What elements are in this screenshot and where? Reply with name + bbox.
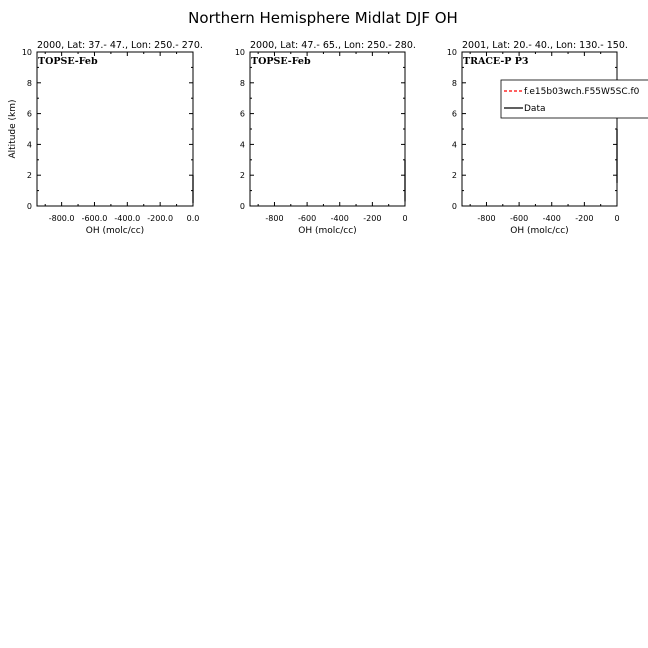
x-tick-label: -200 <box>575 214 594 223</box>
chart-panel-3 <box>447 40 648 236</box>
x-axis-label: OH (molc/cc) <box>510 226 569 236</box>
y-tick-label: 8 <box>26 78 32 88</box>
y-tick-label: 2 <box>451 171 457 181</box>
legend-label: f.e15b03wch.F55W5SC.f0 <box>524 87 640 97</box>
campaign-label: TRACE-P P3 <box>463 56 529 67</box>
x-tick-label: -800 <box>265 214 284 223</box>
y-tick-label: 6 <box>239 109 245 119</box>
campaign-label: TOPSE-Feb <box>38 56 98 67</box>
panel-header: 2000, Lat: 47.- 65., Lon: 250.- 280. <box>250 40 416 51</box>
y-tick-label: 2 <box>239 171 245 181</box>
y-tick-label: 4 <box>239 140 245 150</box>
y-tick-label: 10 <box>446 48 457 57</box>
y-tick-label: 8 <box>239 78 245 88</box>
x-tick-label: -200 <box>363 214 382 223</box>
plot-frame <box>462 52 617 206</box>
plot-frame <box>250 52 405 206</box>
x-tick-label: -600 <box>298 214 317 223</box>
x-tick-label: -400 <box>542 214 561 223</box>
plot-frame <box>37 52 193 206</box>
panels <box>8 40 648 236</box>
x-tick-label: -600 <box>510 214 529 223</box>
x-tick-label: -800 <box>477 214 496 223</box>
y-axis-label: Altitude (km) <box>8 99 18 159</box>
y-tick-label: 8 <box>451 78 457 88</box>
y-tick-label: 10 <box>234 48 245 57</box>
campaign-label: TOPSE-Feb <box>251 56 311 67</box>
y-tick-label: 6 <box>26 109 32 119</box>
chart-panel-1 <box>8 40 203 236</box>
x-tick-label: 0 <box>614 214 620 223</box>
panel-header: 2000, Lat: 37.- 47., Lon: 250.- 270. <box>37 40 203 51</box>
x-tick-label: -400.0 <box>114 214 141 223</box>
legend <box>501 80 648 118</box>
y-tick-label: 0 <box>451 202 457 211</box>
panel-header: 2001, Lat: 20.- 40., Lon: 130.- 150. <box>462 40 628 51</box>
x-tick-label: -200.0 <box>147 214 174 223</box>
x-tick-label: 0.0 <box>186 214 200 223</box>
y-tick-label: 6 <box>451 109 457 119</box>
chart-panel-2 <box>235 40 416 236</box>
x-tick-label: -800.0 <box>48 214 75 223</box>
legend-label: Data <box>524 104 546 114</box>
y-tick-label: 0 <box>239 202 245 211</box>
y-tick-label: 4 <box>26 140 32 150</box>
x-tick-label: -600.0 <box>81 214 108 223</box>
x-axis-label: OH (molc/cc) <box>85 226 145 236</box>
y-tick-label: 4 <box>451 140 457 150</box>
x-tick-label: -400 <box>330 214 349 223</box>
y-tick-label: 2 <box>26 171 32 181</box>
y-tick-label: 10 <box>21 48 32 57</box>
y-tick-label: 0 <box>26 202 32 211</box>
x-axis-label: OH (molc/cc) <box>298 226 357 236</box>
figure-title: Northern Hemisphere Midlat DJF OH <box>188 9 458 27</box>
x-tick-label: 0 <box>402 214 408 223</box>
